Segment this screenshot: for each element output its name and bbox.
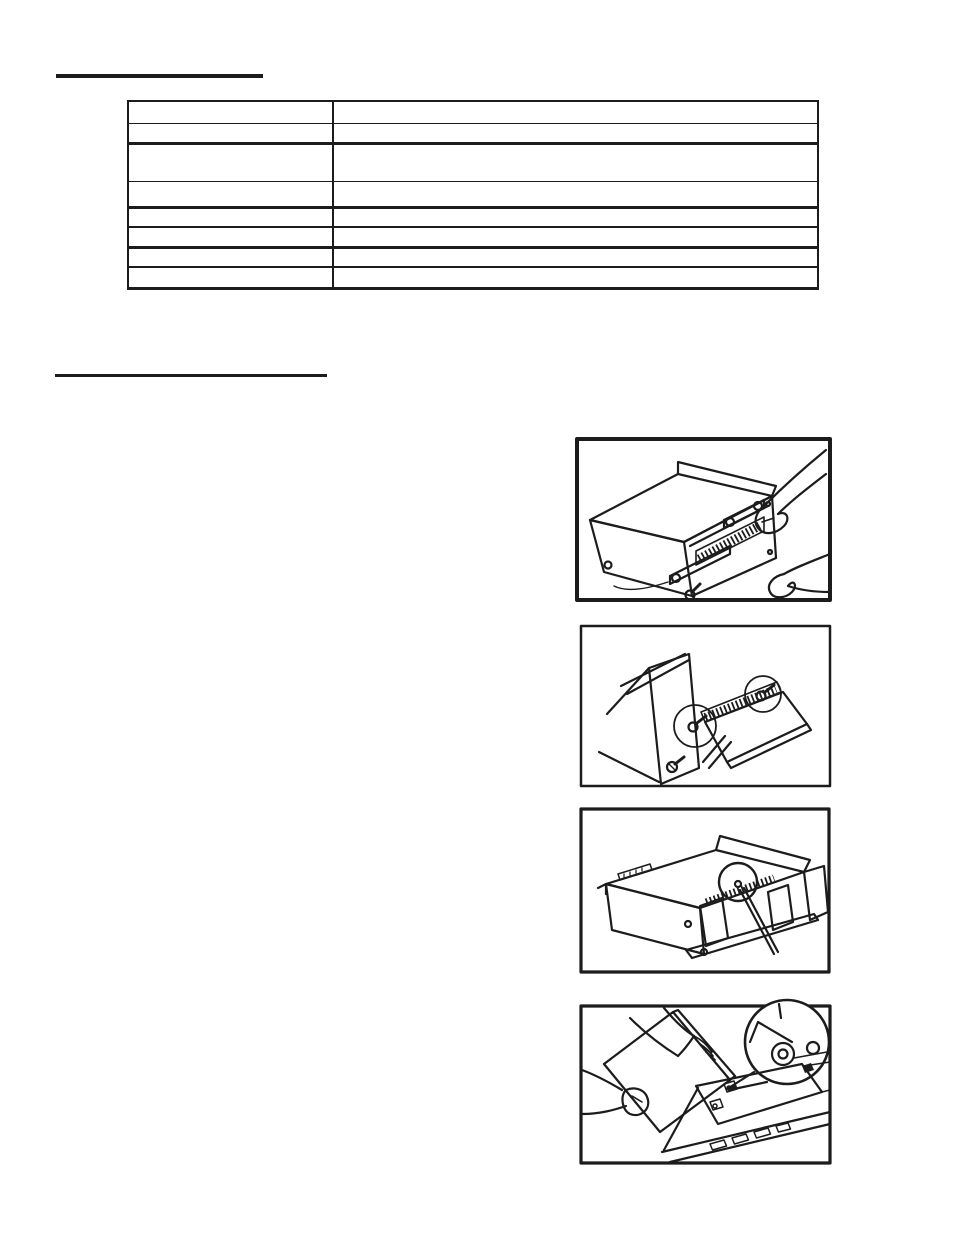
illustration-printer-top-cover-latch-closeup	[578, 992, 835, 1168]
rear-tray	[703, 692, 811, 768]
screw-on-floor	[667, 757, 684, 772]
spec-cell	[128, 227, 333, 247]
spec-cell	[128, 207, 333, 227]
spec-cell	[128, 143, 333, 181]
magnifier-circle	[745, 1000, 829, 1084]
figure-1	[574, 434, 834, 606]
spec-cell	[333, 207, 818, 227]
illustration-printer-rear-bracket-and-screws	[574, 434, 834, 606]
spec-cell	[128, 247, 333, 267]
spec-cell	[333, 143, 818, 181]
illustration-printer-paper-supports-and-rod	[578, 804, 834, 976]
printer-body	[599, 654, 699, 784]
spec-row	[128, 267, 818, 288]
spec-cell	[333, 123, 818, 143]
spec-row	[128, 181, 818, 207]
figure-4	[578, 992, 835, 1168]
spec-row	[128, 123, 818, 143]
printer-rear-outline	[590, 462, 776, 596]
specification-table	[127, 100, 819, 290]
spec-cell	[333, 101, 818, 123]
section-heading-rule-1	[56, 74, 263, 78]
spec-cell	[128, 267, 333, 288]
section-heading-rule-2	[55, 374, 327, 377]
figure-frame	[581, 809, 829, 972]
hand-upper	[756, 450, 826, 533]
figure-3	[578, 804, 834, 976]
top-cover-plate	[604, 1010, 735, 1132]
spec-cell	[128, 181, 333, 207]
illustration-printer-rear-tray-thumbscrews	[579, 622, 832, 790]
figure-2	[579, 622, 832, 790]
spec-cell	[333, 267, 818, 288]
spec-row	[128, 247, 818, 267]
spec-row	[128, 207, 818, 227]
spec-row	[128, 227, 818, 247]
spec-row	[128, 101, 818, 123]
spec-cell	[333, 227, 818, 247]
spec-cell	[333, 181, 818, 207]
spec-cell	[128, 123, 333, 143]
hand-lower	[769, 554, 830, 597]
spec-row	[128, 143, 818, 181]
spec-cell	[128, 101, 333, 123]
specification-table-body	[128, 101, 818, 288]
spec-cell	[333, 247, 818, 267]
